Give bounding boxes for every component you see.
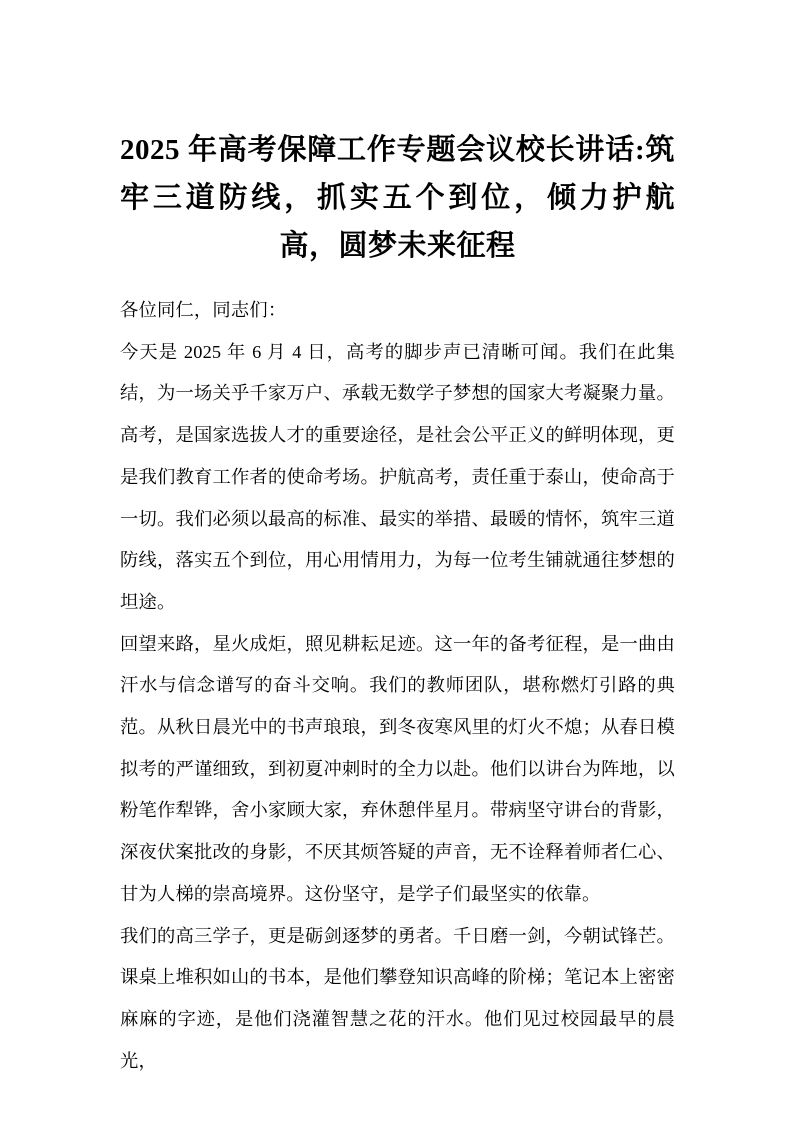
salutation: 各位同仁，同志们：	[120, 300, 287, 320]
paragraph: 回望来路，星火成炬，照见耕耘足迹。这一年的备考征程，是一曲由汗水与信念谱写的奋斗交响。我们的教师团队，堪称燃灯引路的典范。从秋日晨光中的书声琅琅，到冬夜寒风里的灯火不熄；从春日模拟考的严谨细致，到初夏冲刺时的全力以赴。他们以讲台为阵地，以粉笔作犁铧，舍小家顾大家，弃休憩伴星月。带病坚守讲台的背影，深夜伏案批改的身影，不厌其烦答疑的声音，无不诠释着师者仁心、甘为人梯的崇高境界。这份坚守，是学子们最坚实的依靠。	[120, 633, 675, 904]
paragraph: 今天是 2025 年 6 月 4 日，高考的脚步声已清晰可闻。我们在此集结，为一场关乎千家万户、承载无数学子梦想的国家大考凝聚力量。高考，是国家选拔人才的重要途径，是社会公平正义的鲜明体现，更是我们教育工作者的使命考场。护航高考，责任重于泰山，使命高于一切。我们必须以最高的标准、最实的举措、最暖的情怀，筑牢三道防线，落实五个到位，用心用情用力，为每一位考生铺就通往梦想的坦途。	[120, 341, 675, 612]
document-title: 2025 年高考保障工作专题会议校长讲话:筑牢三道防线，抓实五个到位，倾力护航高，圆梦未来征程	[120, 134, 675, 262]
paragraph: 我们的高三学子，更是砺剑逐梦的勇者。千日磨一剑，今朝试锋芒。课桌上堆积如山的书本，是他们攀登知识高峰的阶梯；笔记本上密密麻麻的字迹，是他们浇灌智慧之花的汗水。他们见过校园最早的晨光，	[120, 925, 675, 1071]
